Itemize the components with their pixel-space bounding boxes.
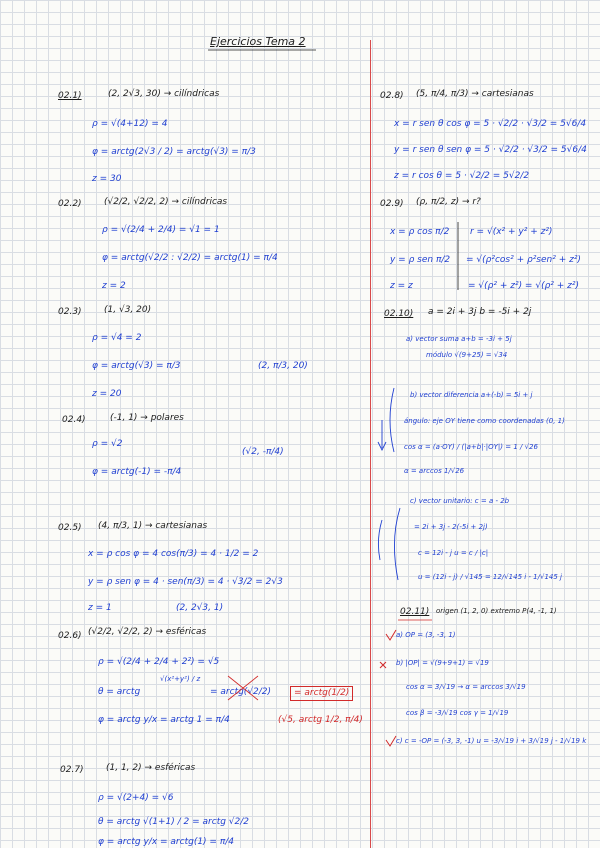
exercise-statement: (2, 2√3, 30) → cilíndricas	[108, 89, 220, 99]
equation-line: a) OP = (3, -3, 1)	[396, 631, 456, 639]
equation-line: ρ = √2	[92, 439, 123, 449]
equation-line: a) vector suma a+b = -3i + 5j	[406, 335, 512, 343]
equation-line: z = 20	[92, 389, 122, 399]
exercise-statement: (4, π/3, 1) → cartesianas	[98, 521, 208, 531]
equation-line: = √(ρ² + z²) = √(ρ² + z²)	[468, 281, 580, 291]
exercise-label: 02.11)	[400, 607, 430, 617]
equation-line: ángulo: eje OY tiene como coordenadas (0, 1)	[404, 417, 565, 425]
equation-fraction: √(x²+y²) / z	[160, 675, 201, 683]
equation-line: x = ρ cos φ = 4 cos(π/3) = 4 · 1/2 = 2	[88, 549, 259, 559]
arrow-down-icon	[378, 420, 386, 450]
equation-line: y = ρ sen π/2	[390, 255, 451, 265]
exercise-label: 02.3)	[58, 307, 82, 317]
equation-line: u = (12i - j) / √145 = 12/√145 i - 1/√145 j	[418, 573, 562, 581]
check-icon	[386, 630, 396, 640]
equation-line: φ = arctg(-1) = -π/4	[92, 467, 182, 477]
equation-line: c = 12i - j u = c / |c|	[418, 549, 489, 557]
equation-line: θ = arctg	[98, 687, 141, 697]
bracket-stroke	[378, 520, 382, 560]
exercise-label: 02.9)	[380, 199, 404, 209]
cross-icon	[380, 662, 386, 668]
equation-line: b) |OP| = √(9+9+1) = √19	[396, 659, 489, 667]
exercise-result: (√2, -π/4)	[242, 447, 284, 457]
exercise-statement: (-1, 1) → polares	[110, 413, 184, 423]
exercise-statement: (1, 1, 2) → esféricas	[106, 763, 196, 773]
equation-line: = 2i + 3j - 2(-5i + 2j)	[414, 523, 488, 531]
equation-line: x = r sen θ cos φ = 5 · √2/2 · √3/2 = 5√6/4	[394, 119, 587, 129]
equation-line: y = ρ sen φ = 4 · sen(π/3) = 4 · √3/2 = 2√3	[88, 577, 283, 587]
exercise-label: 02.5)	[58, 523, 82, 533]
exercise-statement: (1, √3, 20)	[104, 305, 152, 315]
check-icon	[386, 736, 396, 746]
exercise-statement: (5, π/4, π/3) → cartesianas	[416, 89, 534, 99]
exercise-statement: (√2/2, √2/2, 2) → esféricas	[88, 627, 207, 637]
bracket-stroke	[390, 388, 394, 452]
equation-line: x = ρ cos π/2	[390, 227, 450, 237]
equation-line: φ = arctg y/x = arctg 1 = π/4	[98, 715, 230, 725]
exercise-statement: (ρ, π/2, z) → r?	[416, 197, 481, 207]
correction-box: = arctg(1/2)	[290, 686, 353, 701]
equation-line: α = arccos 1/√26	[404, 467, 465, 475]
equation-line: ρ = √(2/4 + 2/4 + 2²) = √5	[98, 657, 220, 667]
exercise-result: (2, 2√3, 1)	[176, 603, 224, 613]
equation-line: ρ = √(2/4 + 2/4) = √1 = 1	[102, 225, 220, 235]
equation-line: φ = arctg y/x = arctg(1) = π/4	[98, 837, 235, 847]
equation-line: z = z	[390, 281, 413, 291]
exercise-label: 02.7)	[60, 765, 84, 775]
exercise-label: 02.8)	[380, 91, 404, 101]
equation-line: cos α = (a·OY) / (|a+b|·|OY|) = 1 / √26	[404, 443, 538, 451]
equation-line: z = r cos θ = 5 · √2/2 = 5√2/2	[394, 171, 530, 181]
exercise-result: (√5, arctg 1/2, π/4)	[278, 715, 363, 725]
exercise-label: 02.4)	[62, 415, 86, 425]
exercise-label: 02.2)	[58, 199, 82, 209]
equation-line: θ = arctg √(1+1) / 2 = arctg √2/2	[98, 817, 250, 827]
exercise-label: 02.6)	[58, 631, 82, 641]
equation-line: φ = arctg(2√3 / 2) = arctg(√3) = π/3	[92, 147, 256, 157]
exercise-label: 02.10)	[384, 309, 414, 319]
equation-line: ρ = √(2+4) = √6	[98, 793, 174, 803]
page-title: Ejercicios Tema 2	[210, 35, 306, 48]
exercise-result: (2, π/3, 20)	[258, 361, 308, 371]
equation-line: φ = arctg(√3) = π/3	[92, 361, 181, 371]
equation-line: r = √(x² + y² + z²)	[470, 227, 553, 237]
equation-line: y = r sen θ sen φ = 5 · √2/2 · √3/2 = 5√6/4	[394, 145, 587, 155]
equation-line: z = 1	[88, 603, 112, 613]
equation-line: z = 30	[92, 174, 122, 184]
equation-line: c) vector unitario: c = a - 2b	[410, 497, 510, 505]
exercise-label: 02.1)	[58, 91, 82, 101]
equation-line: c) c = -OP = (-3, 3, -1) u = -3/√19 i + 3/√19 j - 1/√19 k	[396, 737, 587, 745]
equation-line: = √(ρ²cos² + ρ²sen² + z²)	[466, 255, 581, 265]
strike-icon	[228, 676, 258, 700]
equation-line: ρ = √4 = 2	[92, 333, 142, 343]
equation-line: cos β = -3/√19 cos γ = 1/√19	[406, 709, 509, 717]
equation-line: b) vector diferencia a+(-b) = 5i + j	[410, 391, 533, 399]
exercise-statement: a = 2i + 3j b = -5i + 2j	[428, 307, 532, 317]
exercise-statement: origen (1, 2, 0) extremo P(4, -1, 1)	[436, 607, 557, 615]
equation-line: ρ = √(4+12) = 4	[92, 119, 168, 129]
exercise-statement: (√2/2, √2/2, 2) → cilíndricas	[104, 197, 228, 207]
equation-line: módulo √(9+25) = √34	[426, 351, 508, 359]
equation-line: cos α = 3/√19 → α = arccos 3/√19	[406, 683, 526, 691]
equation-line: = arctg(√2/2)	[210, 687, 272, 697]
equation-line: z = 2	[102, 281, 126, 291]
bracket-stroke	[394, 508, 400, 580]
equation-line: φ = arctg(√2/2 : √2/2) = arctg(1) = π/4	[102, 253, 278, 263]
